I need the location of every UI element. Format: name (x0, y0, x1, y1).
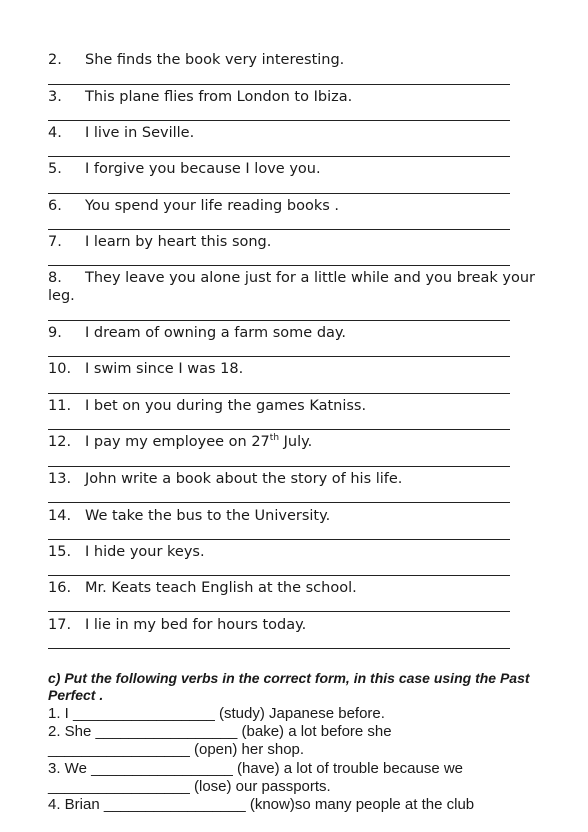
item-number: 9. (48, 325, 62, 341)
item-number: 5. (48, 161, 62, 177)
fill-in-sentence: _________________ (open) her shop. (48, 741, 305, 758)
item-number: 12. (48, 434, 72, 450)
exercise-item (48, 88, 352, 106)
item-text: Mr. Keats teach English at the school. (85, 580, 357, 596)
answer-line[interactable] (48, 575, 510, 576)
item-number: 4. (48, 125, 62, 141)
item-text: You spend your life reading books . (85, 198, 339, 214)
exercise-item (48, 324, 346, 342)
section-heading-line: c) Put the following verbs in the correct form, in this case using the Past (48, 670, 530, 686)
answer-line[interactable] (48, 611, 510, 612)
item-text: She finds the book very interesting. (85, 52, 345, 68)
item-text: We take the bus to the University. (85, 508, 331, 524)
item-text: I forgive you because I love you. (85, 161, 321, 177)
answer-line[interactable] (48, 466, 510, 467)
exercise-item (48, 470, 402, 488)
answer-line[interactable] (48, 84, 510, 85)
item-text: I bet on you during the games Katniss. (85, 398, 367, 414)
item-text: I pay my employee on 27 (85, 434, 270, 450)
item-number: 3. (48, 89, 62, 105)
exercise-item (48, 360, 243, 378)
answer-line[interactable] (48, 648, 510, 649)
exercise-item (48, 160, 321, 178)
answer-line[interactable] (48, 120, 510, 121)
fill-in-sentence: 3. We _________________ (have) a lot of trouble because we (48, 760, 464, 777)
exercise-item (48, 507, 330, 525)
exercise-item (48, 433, 312, 451)
answer-line[interactable] (48, 320, 510, 321)
item-text: I hide your keys. (85, 544, 205, 560)
exercise-item (48, 616, 306, 634)
section-heading-line: Perfect . (48, 687, 104, 703)
answer-line[interactable] (48, 429, 510, 430)
item-text: leg. (48, 288, 75, 304)
answer-line[interactable] (48, 356, 510, 357)
exercise-item (48, 124, 194, 142)
exercise-item (48, 233, 271, 251)
answer-line[interactable] (48, 539, 510, 540)
item-number: 16. (48, 580, 72, 596)
item-text: I lie in my bed for hours today. (85, 617, 307, 633)
item-text: I learn by heart this song. (85, 234, 272, 250)
item-text: I live in Seville. (85, 125, 195, 141)
answer-line[interactable] (48, 193, 510, 194)
fill-in-sentence: _________________ (lose) our passports. (48, 778, 331, 795)
ordinal-suffix: th (269, 433, 280, 444)
item-number: 11. (48, 398, 72, 414)
exercise-item (48, 197, 339, 215)
fill-in-sentence: 1. I _________________ (study) Japanese before. (48, 705, 385, 722)
item-number: 6. (48, 198, 62, 214)
exercise-item (48, 269, 535, 287)
exercise-item-continuation (48, 287, 75, 305)
item-number: 13. (48, 471, 72, 487)
fill-in-sentence: 4. Brian _________________ (know)so many people at the club (48, 796, 475, 813)
exercise-item (48, 397, 366, 415)
exercise-item (48, 579, 357, 597)
item-text: This plane flies from London to Ibiza. (85, 89, 353, 105)
item-number: 14. (48, 508, 72, 524)
item-number: 2. (48, 52, 62, 68)
item-number: 7. (48, 234, 62, 250)
item-number: 15. (48, 544, 72, 560)
section-heading (48, 670, 568, 704)
exercise-item (48, 51, 344, 69)
answer-line[interactable] (48, 156, 510, 157)
item-text: I swim since I was 18. (85, 361, 244, 377)
item-number: 10. (48, 361, 72, 377)
item-text: They leave you alone just for a little while and you break your (85, 270, 535, 286)
answer-line[interactable] (48, 393, 510, 394)
answer-line[interactable] (48, 265, 510, 266)
item-text: I dream of owning a farm some day. (85, 325, 347, 341)
answer-line[interactable] (48, 502, 510, 503)
item-text: John write a book about the story of his life. (85, 471, 403, 487)
item-number: 17. (48, 617, 72, 633)
answer-line[interactable] (48, 229, 510, 230)
exercise-item (48, 543, 205, 561)
fill-in-sentence: 2. She _________________ (bake) a lot before she (48, 723, 392, 740)
item-number: 8. (48, 270, 62, 286)
item-text-after: July. (279, 434, 313, 450)
